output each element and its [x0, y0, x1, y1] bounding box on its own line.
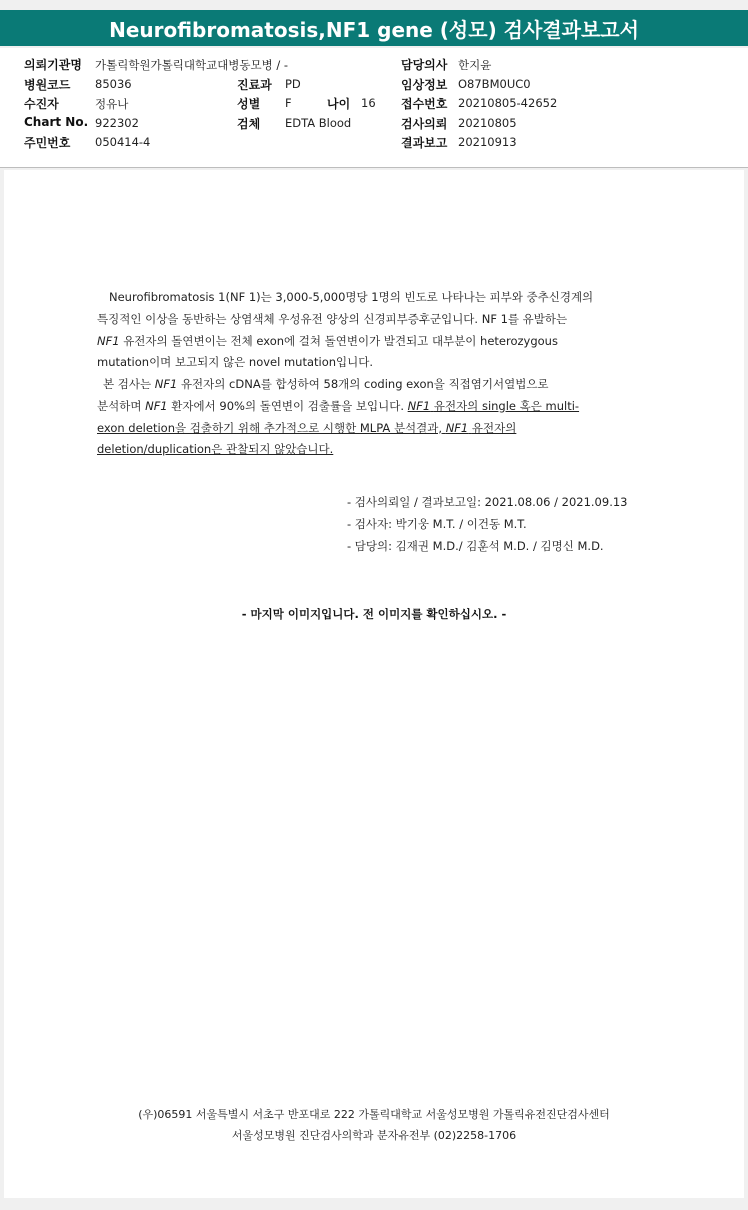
chart-no-label: Chart No. — [24, 115, 89, 129]
institution-value: 가톨릭학원가톨릭대학교대병동모병 / - — [95, 58, 289, 72]
result-underlined: NF1 유전자의 single 혹은 multi- — [407, 398, 580, 413]
footer-department: 서울성모병원 진단검사의학과 분자유전부 (02)2258-1706 — [231, 1129, 517, 1142]
request-date-label: 검사의뢰 — [401, 117, 448, 131]
age-label: 나이 — [327, 97, 351, 111]
age-value: 16 — [361, 96, 376, 110]
specimen-label: 검체 — [237, 117, 261, 131]
intro-line-2: 특징적인 이상을 동반하는 상염색체 우성유전 양상의 신경피부증후군입니다. NF 1를 유발하는 — [97, 311, 568, 326]
method-line-4: deletion/duplication은 관찰되지 않았습니다. — [97, 442, 334, 457]
physician-value: 한지윤 — [458, 58, 492, 72]
sex-value: F — [285, 96, 292, 110]
resident-no-value: 050414-4 — [95, 135, 151, 149]
request-date-value: 20210805 — [458, 116, 517, 130]
receipt-no-label: 접수번호 — [401, 97, 448, 111]
intro-paragraph — [97, 287, 665, 374]
examinee-label: 수진자 — [24, 97, 59, 111]
footer-address: (우)06591 서울특별시 서초구 반포대로 222 가톨릭대학교 서울성모병원 가톨릭유전진단검사센터 — [138, 1108, 610, 1121]
report-date-label: 결과보고 — [401, 136, 448, 150]
doctors-line: - 담당의: 김재권 M.D./ 김훈석 M.D. / 김명신 M.D. — [347, 539, 604, 553]
dates-line: - 검사의뢰일 / 결과보고일: 2021.08.06 / 2021.09.13 — [347, 495, 628, 509]
technicians-line: - 검사자: 박기웅 M.T. / 이건동 M.T. — [347, 517, 527, 531]
report-page — [4, 170, 744, 1198]
hospital-code-value: 85036 — [95, 77, 132, 91]
method-line-1: 본 검사는 NF1 유전자의 cDNA를 합성하여 58개의 coding exon을 직접염기서열법으로 — [103, 377, 549, 391]
hospital-code-label: 병원코드 — [24, 78, 71, 92]
report-title: Neurofibromatosis,NF1 gene (성모) 검사결과보고서 — [0, 10, 748, 46]
last-page-note: - 마지막 이미지입니다. 전 이미지를 확인하십시오. - — [241, 607, 507, 621]
intro-line-1: Neurofibromatosis 1(NF 1)는 3,000-5,000명당 1명의 빈도로 나타나는 피부와 중추신경계의 — [109, 290, 594, 304]
intro-line-4: mutation이며 보고되지 않은 novel mutation입니다. — [97, 355, 374, 370]
gene-name: NF1 — [145, 398, 168, 413]
method-paragraph — [97, 374, 665, 461]
intro-line-3: NF1 유전자의 돌연변이는 전체 exon에 걸쳐 돌연변이가 발견되고 대부분이 heterozygous — [97, 333, 558, 348]
gene-name: NF1 — [97, 333, 120, 348]
institution-label: 의뢰기관명 — [24, 58, 82, 72]
patient-info-panel — [0, 48, 748, 168]
sex-label: 성별 — [237, 97, 261, 111]
report-date-value: 20210913 — [458, 135, 517, 149]
clinical-info-label: 임상정보 — [401, 78, 448, 92]
clinical-info-value: O87BM0UC0 — [458, 77, 531, 91]
method-line-3: exon deletion을 검출하기 위해 추가적으로 시행한 MLPA 분석결과, NF1 유전자의 — [97, 420, 517, 435]
chart-no-value: 922302 — [95, 116, 139, 130]
resident-no-label: 주민번호 — [24, 136, 71, 150]
method-line-2: 분석하며 NF1 환자에서 90%의 돌연변이 검출률을 보입니다. NF1 유전자의 single 혹은 multi- — [97, 398, 580, 413]
department-value: PD — [285, 77, 301, 91]
physician-label: 담당의사 — [401, 58, 448, 72]
specimen-value: EDTA Blood — [285, 116, 352, 130]
department-label: 진료과 — [237, 78, 272, 92]
gene-name: NF1 — [445, 420, 469, 435]
examinee-value: 정유나 — [95, 97, 129, 111]
gene-name: NF1 — [154, 377, 178, 391]
receipt-no-value: 20210805-42652 — [458, 96, 558, 110]
